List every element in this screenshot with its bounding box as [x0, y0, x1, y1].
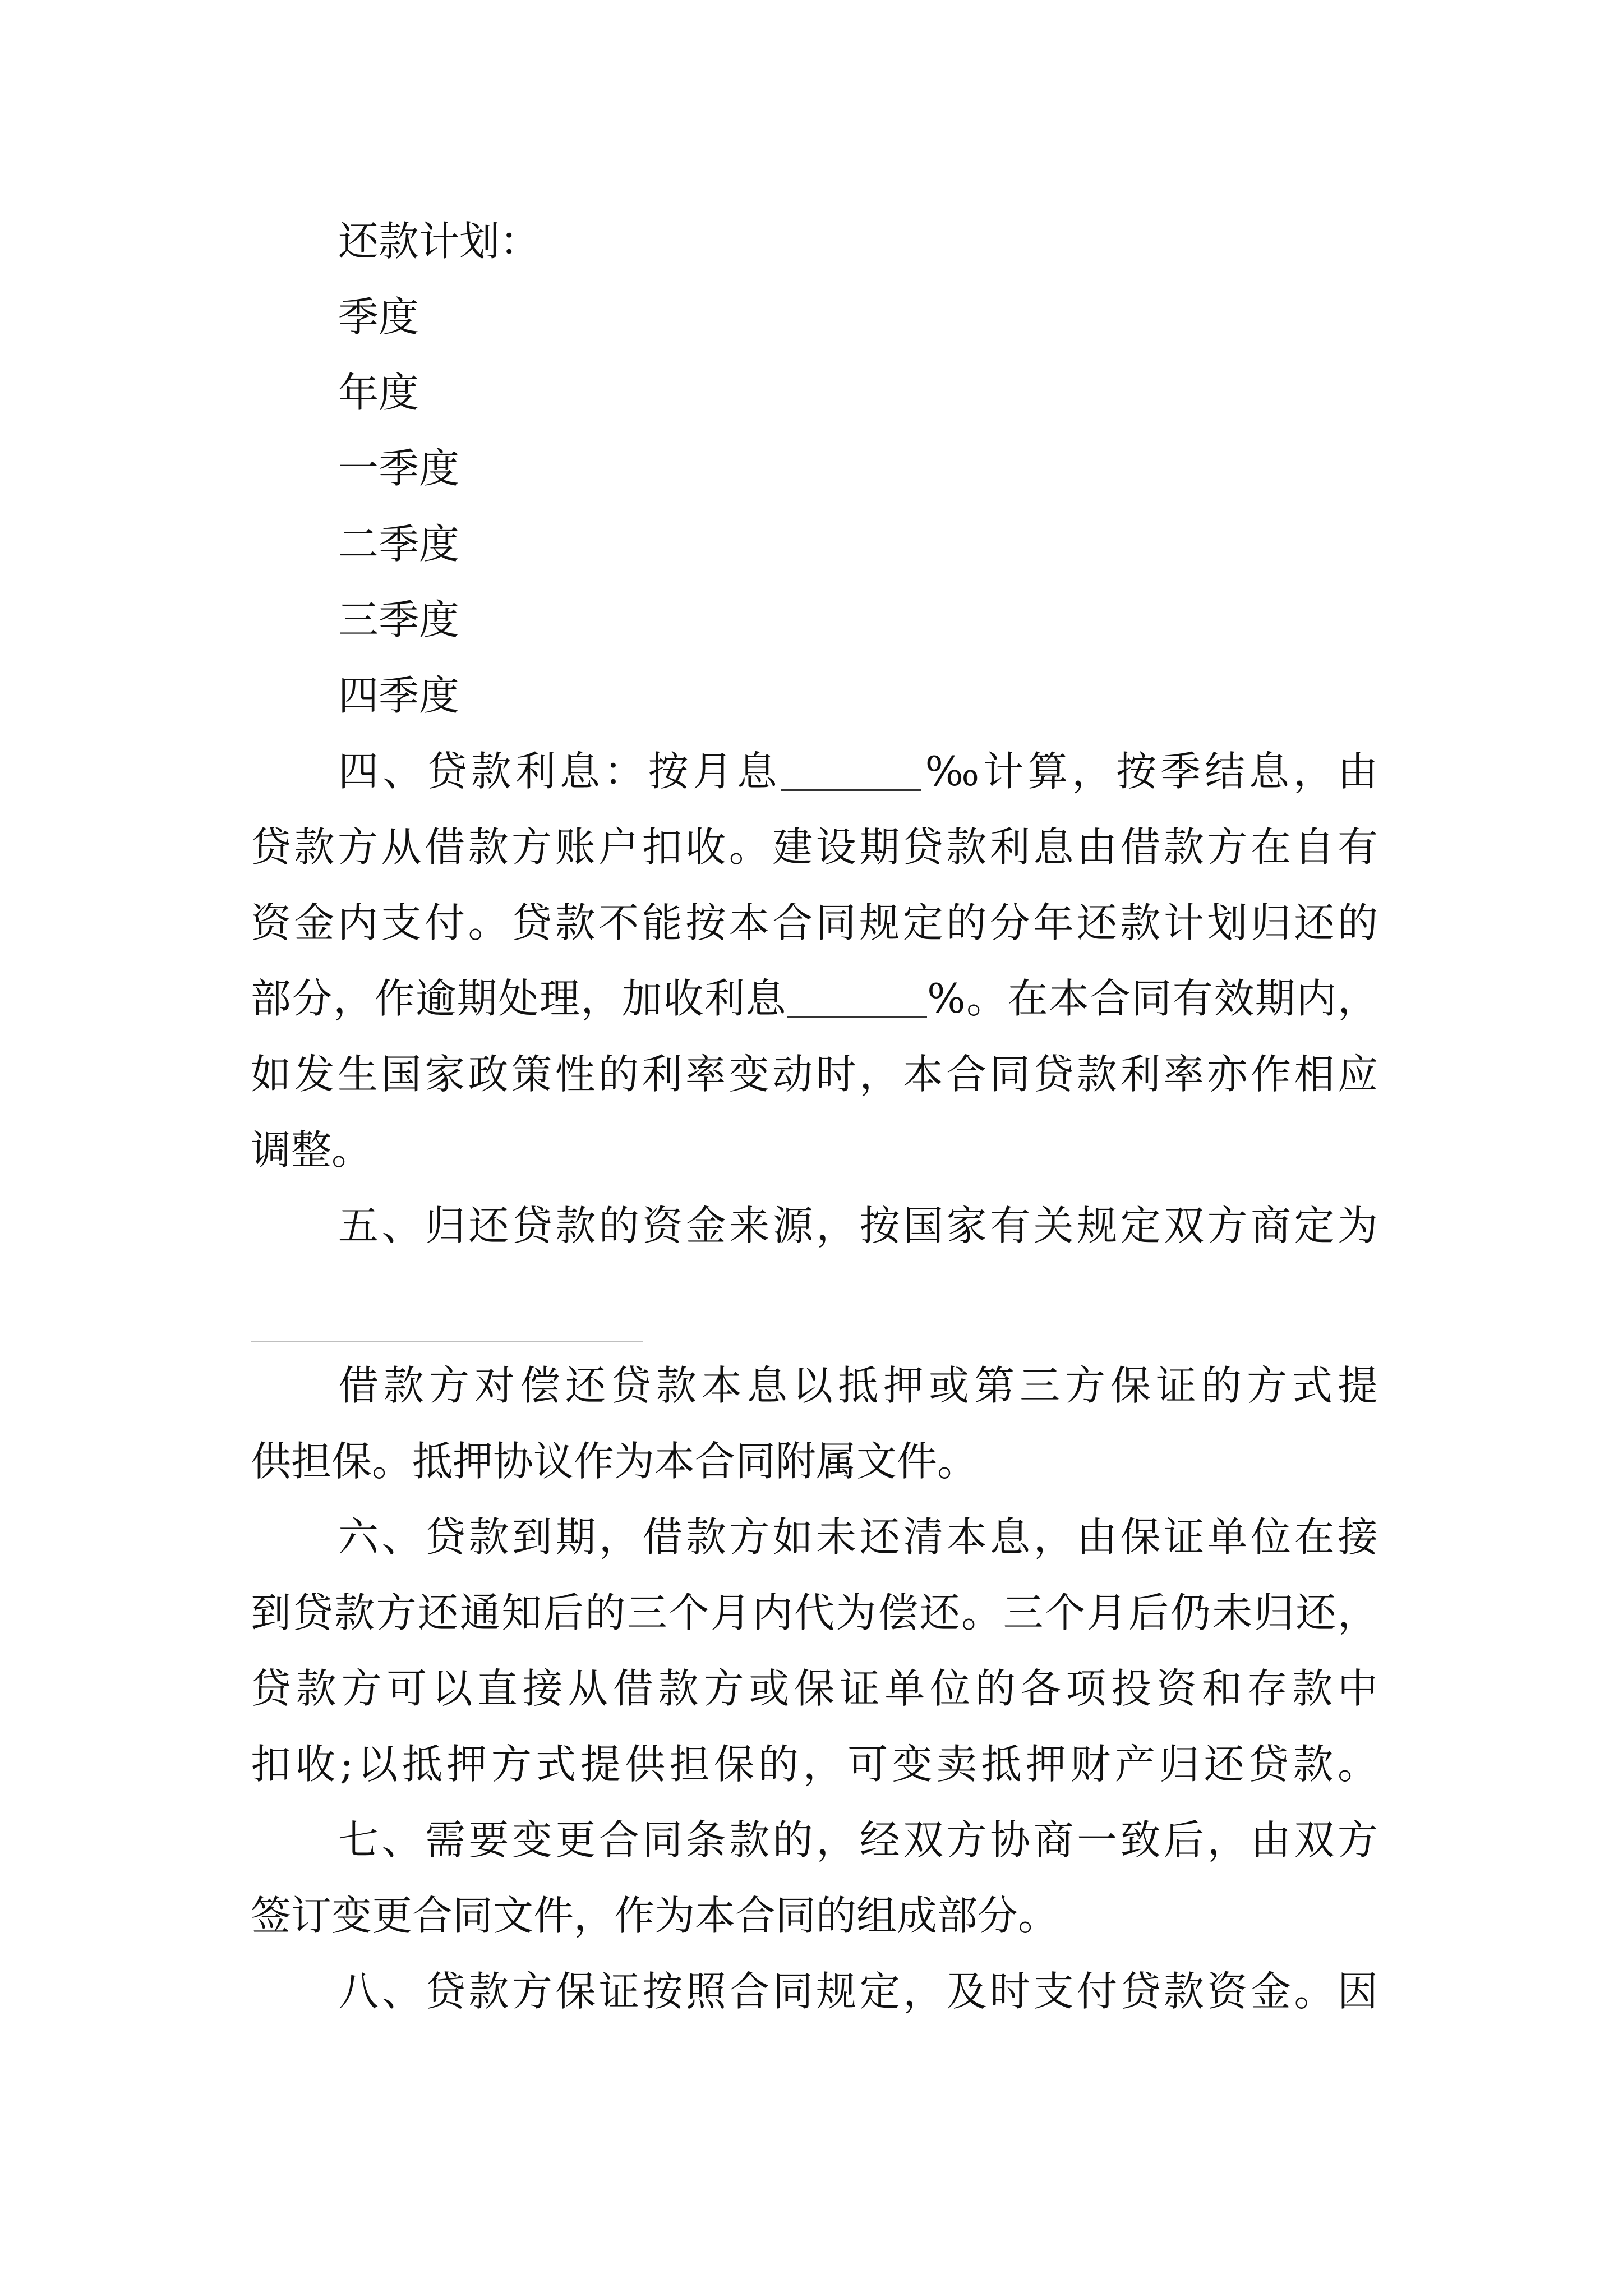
guarantee-line2: 供担保。抵押协议作为本合同附属文件。 — [251, 1438, 978, 1485]
plan-item-q1: 一季度 — [338, 445, 460, 492]
section4-line4-post: %。在本合同有效期内， — [927, 975, 1378, 1022]
section4-line1-post: ‰计算，按季结息，由 — [921, 748, 1378, 795]
guarantee-line1: 借款方对偿还贷款本息以抵押或第三方保证的方式提 — [338, 1362, 1378, 1409]
section6-line2: 到贷款方还通知后的三个月内代为偿还。三个月后仍未归还， — [251, 1589, 1378, 1636]
plan-item-q3: 三季度 — [338, 596, 460, 643]
section4-line5: 如发生国家政策性的利率变动时，本合同贷款利率亦作相应 — [251, 1051, 1378, 1098]
section6-line3: 贷款方可以直接从借款方或保证单位的各项投资和存款中 — [251, 1665, 1378, 1712]
plan-item-quarter: 季度 — [338, 293, 419, 341]
section7-line1: 七、需要变更合同条款的，经双方协商一致后，由双方 — [338, 1816, 1378, 1864]
section4-line1 — [338, 746, 1378, 797]
section7-line2: 签订变更合同文件，作为本合同的组成部分。 — [251, 1892, 1059, 1939]
section4-line6: 调整。 — [251, 1126, 372, 1174]
section4-line4 — [251, 973, 1378, 1024]
section5-line1: 五、归还贷款的资金来源，按国家有关规定双方商定为 — [338, 1202, 1378, 1249]
section4-line3: 资金内支付。贷款不能按本合同规定的分年还款计划归还的 — [251, 899, 1378, 946]
plan-item-q2: 二季度 — [338, 521, 460, 568]
section6-line1: 六、贷款到期，借款方如未还清本息，由保证单位在接 — [338, 1513, 1378, 1561]
section4-line4-pre: 部分，作逾期处理，加收利息 — [251, 975, 787, 1022]
repayment-plan-heading: 还款计划： — [338, 218, 541, 265]
plan-item-year: 年度 — [338, 369, 419, 416]
fill-in-divider — [251, 1341, 643, 1342]
section6-line4: 扣收;以抵押方式提供担保的，可变卖抵押财产归还贷款。 — [251, 1741, 1378, 1788]
overdue-rate-blank — [787, 978, 927, 1018]
monthly-rate-blank — [781, 751, 921, 791]
section4-line2: 贷款方从借款方账户扣收。建设期贷款利息由借款方在自有 — [251, 823, 1378, 871]
section8-line1: 八、贷款方保证按照合同规定，及时支付贷款资金。因 — [338, 1968, 1378, 2015]
plan-item-q4: 四季度 — [338, 672, 460, 719]
section4-line1-pre: 四、贷款利息：按月息 — [338, 748, 781, 795]
